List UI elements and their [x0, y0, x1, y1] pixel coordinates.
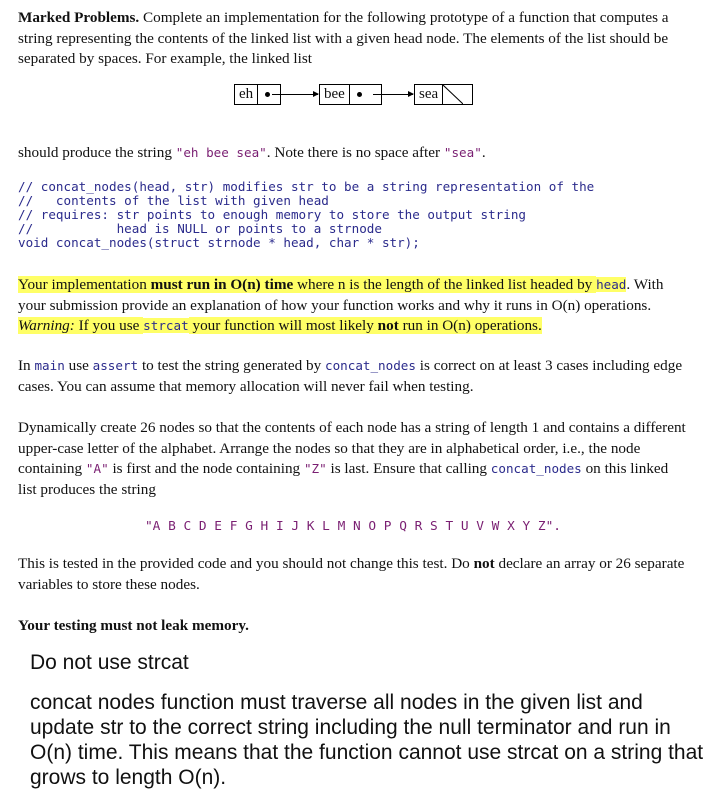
main-test-paragraph	[18, 356, 688, 397]
code-line: // concat_nodes(head, str) modifies str to be a string representation of the	[18, 179, 595, 194]
tested-paragraph	[18, 554, 688, 595]
alphabet-text: is first and the node containing	[108, 460, 304, 477]
assert-code: assert	[92, 358, 139, 373]
alphabet-text: on this linked list produces the string	[18, 460, 669, 498]
alphabet-section	[18, 418, 688, 538]
leak-section	[18, 616, 688, 637]
main-test-text: In	[18, 357, 35, 374]
warning-label: Warning:	[18, 317, 75, 334]
requirement-text: your function will most likely	[188, 317, 378, 334]
requirement-section	[18, 275, 688, 337]
list-node-sea	[414, 84, 473, 105]
alphabet-text: Dynamically create 26 nodes so that the contents of each node has a string of length 1 and contains a different upper-case letter of the alphabet. Arrange the nodes so that they are in alphabetical order, i.e., the node containing	[18, 419, 686, 477]
complexity-requirement: must run in O(n) time	[150, 276, 294, 293]
pointer-dot-icon	[265, 92, 270, 97]
strcat-code: strcat	[143, 318, 189, 333]
requirement-text: . With your submission provide an explanation of how your function works and why it runs in O(n) operations.	[18, 276, 664, 314]
main-test-section	[18, 356, 688, 397]
code-line: // head is NULL or points to a strnode	[18, 221, 382, 236]
node-value: sea	[415, 85, 443, 104]
node-pointer	[350, 85, 370, 104]
node-value: bee	[320, 85, 350, 104]
note-no-strcat: Do not use strcat	[30, 651, 189, 674]
requirement-text: If you use	[74, 317, 144, 334]
last-string: "sea"	[443, 145, 482, 160]
main-test-text: to test the string generated by	[138, 357, 325, 374]
alphabet-result: "A B C D E F G H I J K L M N O P Q R S T U V W X Y Z".	[144, 519, 562, 534]
result-string: "eh bee sea"	[175, 145, 267, 160]
arrow-icon	[272, 94, 318, 95]
not-emphasis: not	[473, 555, 495, 572]
head-code: head	[596, 277, 627, 292]
leak-note	[18, 616, 688, 637]
pointer-dot-icon	[357, 92, 362, 97]
main-test-text: use	[64, 357, 93, 374]
code-line: // contents of the list with given head	[18, 193, 329, 208]
code-line: void concat_nodes(struct strnode * head, char * str);	[18, 235, 420, 250]
tested-section	[18, 554, 688, 595]
note-traverse: concat nodes function must traverse all nodes in the given list and update str to the correct string including the null terminator and run in O(n) time. This means that the function cannot use strcat on a string that grows to length O(n).	[30, 691, 704, 789]
intro-text: Complete an implementation for the following prototype of a function that computes a string representing the contents of the linked list with a given head node. The elements of the list should be separated by spaces. For example, the linked list	[18, 9, 669, 67]
code-line: // requires: str points to enough memory to store the output string	[18, 207, 526, 222]
alphabet-paragraph	[18, 418, 688, 500]
arrow-icon	[373, 94, 413, 95]
produce-section	[18, 143, 688, 164]
requirement-text: run in O(n) operations.	[398, 317, 542, 334]
requirement-paragraph	[18, 275, 688, 337]
produce-text: . Note there is no space after	[266, 144, 444, 161]
produce-paragraph	[18, 143, 688, 164]
produce-text: .	[481, 144, 486, 161]
fn-code: concat_nodes	[324, 358, 416, 373]
alphabet-text: is last. Ensure that calling	[326, 460, 491, 477]
requirement-text: Your implementation	[18, 276, 151, 293]
section-heading: Marked Problems.	[18, 9, 140, 26]
node-value: eh	[235, 85, 258, 104]
a-string: "A"	[85, 461, 109, 476]
null-slash-icon	[443, 85, 463, 104]
null-pointer	[443, 85, 463, 104]
not-emphasis: not	[377, 317, 399, 334]
main-test-text: is correct on at least 3 cases including edge cases. You can assume that memory allocation will never fail when testing.	[18, 357, 683, 395]
produce-text: should produce the string	[18, 144, 176, 161]
tested-text: declare an array or 26 separate variables to store these nodes.	[18, 555, 685, 593]
requirement-text: where n is the length of the linked list headed by	[293, 276, 597, 293]
z-string: "Z"	[303, 461, 327, 476]
fn-code: concat_nodes	[490, 461, 582, 476]
main-code: main	[34, 358, 65, 373]
leak-text: Your testing must not leak memory.	[18, 617, 249, 634]
code-section	[18, 180, 688, 250]
tested-text: This is tested in the provided code and you should not change this test. Do	[18, 555, 474, 572]
intro-paragraph	[18, 8, 688, 70]
